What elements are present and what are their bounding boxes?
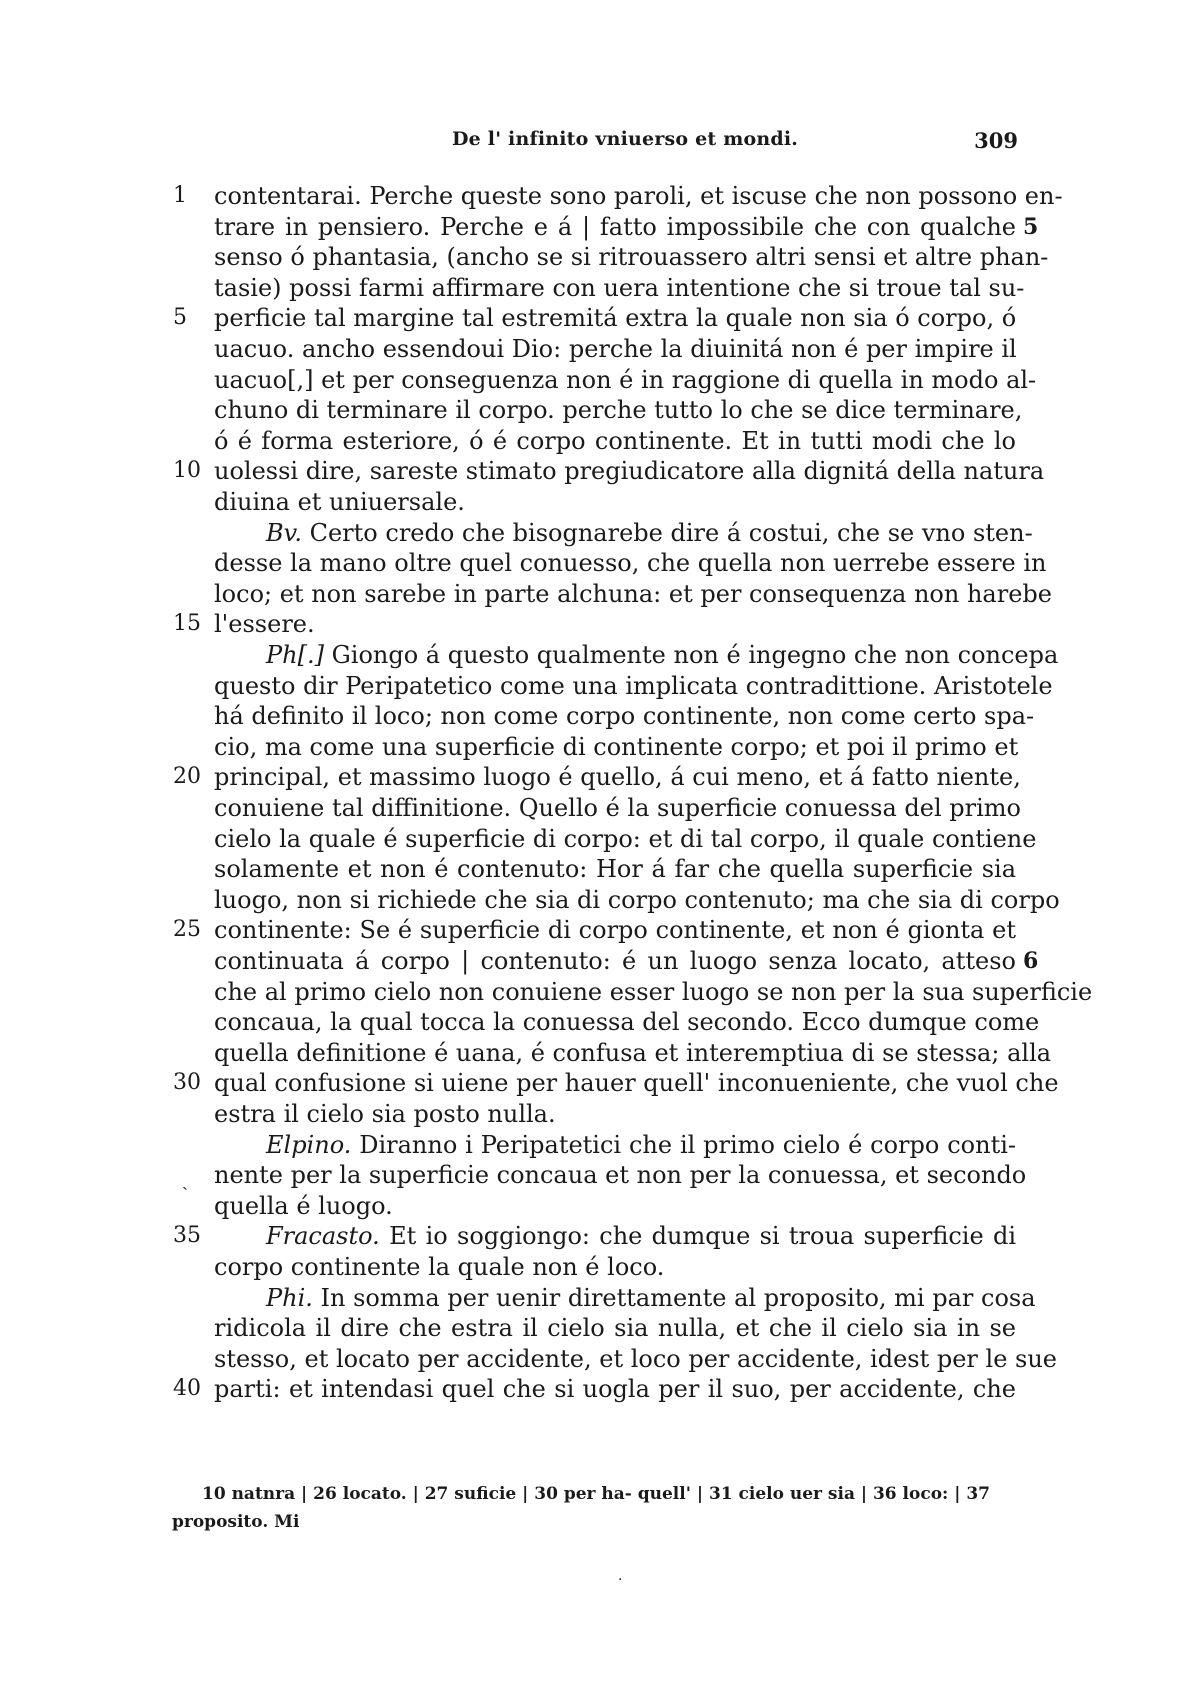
line-number: 5 xyxy=(173,305,187,330)
text-line xyxy=(214,884,1060,916)
text-line xyxy=(214,1251,1016,1283)
line-text: Diranno i Peripatetici che il primo cielo é corpo conti- xyxy=(351,1131,1016,1159)
speaker-name: Bv. xyxy=(266,519,302,547)
line-text: loco; et non sarebe in parte alchuna: et per consequenza non harebe xyxy=(214,580,1052,608)
line-text: há definito il loco; non come corpo continente, non come certo spa- xyxy=(214,702,1035,730)
text-line xyxy=(214,394,1023,426)
line-text: continuata á corpo | contenuto: é un luogo senza locato, atteso xyxy=(214,947,1016,975)
text-line xyxy=(214,486,1016,518)
line-text: l'essere. xyxy=(214,610,315,638)
text-line xyxy=(214,333,1016,365)
line-text: uolessi dire, sareste stimato pregiudicatore alla dignitá della natura xyxy=(214,457,1045,485)
speaker-name: Elpino. xyxy=(266,1131,352,1159)
text-line xyxy=(266,1220,1016,1252)
text-line xyxy=(214,853,1016,885)
text-line xyxy=(214,1159,1027,1191)
text-line xyxy=(214,1190,1016,1222)
line-number: 20 xyxy=(173,764,201,789)
line-number: 35 xyxy=(173,1223,201,1248)
text-line xyxy=(266,1282,1036,1314)
page-number: 309 xyxy=(974,128,1018,153)
line-text: corpo continente la quale non é loco. xyxy=(214,1253,665,1281)
line-number: 30 xyxy=(173,1070,201,1095)
text-line xyxy=(214,578,1052,610)
line-number: 10 xyxy=(173,458,201,483)
line-text: uacuo. ancho essendoui Dio: perche la diuinitá non é per impire il xyxy=(214,335,1017,363)
line-text: Certo credo che bisognarebe dire á costui, che se vno sten- xyxy=(301,519,1033,547)
page-header xyxy=(198,128,1018,158)
text-line xyxy=(214,731,1019,763)
line-text: questo dir Peripatetico come una implicata contradittione. Aristotele xyxy=(214,672,1053,700)
line-text: In somma per uenir direttamente al proposito, mi par cosa xyxy=(312,1284,1036,1312)
text-line xyxy=(214,364,1037,396)
line-text: diuina et uniuersale. xyxy=(214,488,465,516)
text-line xyxy=(214,1067,1059,1099)
margin-tick-mark: ˎ xyxy=(182,1170,188,1191)
text-line xyxy=(214,1098,1016,1130)
line-text: continente: Se é superficie di corpo continente, et non é gionta et xyxy=(214,916,1016,944)
stray-dot-mark: · xyxy=(618,1572,623,1588)
text-line xyxy=(214,1343,1058,1375)
line-text: quella definitione é uana, é confusa et interemptiua di se stessa; alla xyxy=(214,1039,1052,1067)
text-line xyxy=(214,1312,1016,1344)
text-line xyxy=(214,976,1093,1008)
source-page-marker: 5 xyxy=(1023,214,1039,240)
line-number: 40 xyxy=(173,1376,201,1401)
line-text: trare in pensiero. Perche e á | fatto impossibile che con qualche xyxy=(214,213,1016,241)
line-text: Et io soggiongo: che dumque si troua superficie di xyxy=(379,1222,1016,1250)
text-line xyxy=(214,945,1016,977)
line-text: conuiene tal diffinitione. Quello é la superficie conuessa del primo xyxy=(214,794,1021,822)
text-line xyxy=(214,455,1045,487)
line-text: desse la mano oltre quel conuesso, che quella non uerrebe essere in xyxy=(214,549,1047,577)
line-text: principal, et massimo luogo é quello, á cui meno, et á fatto niente, xyxy=(214,763,1021,791)
line-text: cio, ma come una superficie di continente corpo; et poi il primo et xyxy=(214,733,1019,761)
speaker-name: Phi. xyxy=(266,1284,313,1312)
line-text: chuno di terminare il corpo. perche tutto lo che se dice terminare, xyxy=(214,396,1023,424)
text-line xyxy=(214,914,1016,946)
text-line xyxy=(214,761,1021,793)
text-line xyxy=(266,639,1059,671)
text-line xyxy=(214,792,1021,824)
line-text: quella é luogo. xyxy=(214,1192,393,1220)
line-text: che al primo cielo non conuiene esser luogo se non per la sua superficie xyxy=(214,978,1093,1006)
text-line xyxy=(214,1006,1040,1038)
line-text: tasie) possi farmi affirmare con uera intentione che si troue tal su- xyxy=(214,274,1025,302)
text-line xyxy=(266,1129,1016,1161)
line-text: concaua, la qual tocca la conuessa del secondo. Ecco dumque come xyxy=(214,1008,1040,1036)
footnote-line: proposito. Mi xyxy=(172,1512,300,1532)
line-number: 15 xyxy=(173,611,201,636)
text-line xyxy=(214,823,1037,855)
text-line xyxy=(214,670,1053,702)
text-line xyxy=(214,211,1016,243)
line-text: parti: et intendasi quel che si uogla per il suo, per accidente, che xyxy=(214,1375,1016,1403)
line-text: cielo la quale é superficie di corpo: et di tal corpo, il quale contiene xyxy=(214,825,1037,853)
line-text: luogo, non si richiede che sia di corpo contenuto; ma che sia di corpo xyxy=(214,886,1060,914)
line-text: qual confusione si uiene per hauer quell' inconueniente, che vuol che xyxy=(214,1069,1059,1097)
text-line xyxy=(214,272,1025,304)
line-text: stesso, et locato per accidente, et loco per accidente, idest per le sue xyxy=(214,1345,1058,1373)
text-line xyxy=(214,1037,1052,1069)
running-title: De l' infinito vniuerso et mondi. xyxy=(452,128,799,150)
critical-apparatus xyxy=(172,1480,1017,1536)
speaker-name: Fracasto. xyxy=(266,1222,380,1250)
line-number: 25 xyxy=(173,917,201,942)
line-text: Giongo á questo qualmente non é ingegno che non concepa xyxy=(323,641,1059,669)
line-text: estra il cielo sia posto nulla. xyxy=(214,1100,556,1128)
line-text: contentarai. Perche queste sono paroli, et iscuse che non possono en- xyxy=(214,182,1063,210)
line-text: uacuo[,] et per conseguenza non é in raggione di quella in modo al- xyxy=(214,366,1037,394)
line-text: ridicola il dire che estra il cielo sia nulla, et che il cielo sia in se xyxy=(214,1314,1016,1342)
text-line xyxy=(214,700,1035,732)
text-line xyxy=(214,1373,1016,1405)
line-text: senso ó phantasia, (ancho se si ritrouassero altri sensi et altre phan- xyxy=(214,243,1049,271)
text-line xyxy=(214,241,1049,273)
footnote-line: 10 natnra | 26 locato. | 27 suficie | 30 per ha- quell' | 31 cielo uer sia | 36 loco: | 37 xyxy=(202,1484,990,1504)
line-text: nente per la superficie concaua et non per la conuessa, et secondo xyxy=(214,1161,1027,1189)
text-line xyxy=(266,517,1033,549)
source-page-marker: 6 xyxy=(1023,948,1039,974)
text-line xyxy=(214,547,1047,579)
line-text: solamente et non é contenuto: Hor á far che quella superficie sia xyxy=(214,855,1016,883)
text-line xyxy=(214,425,1016,457)
line-number: 1 xyxy=(173,183,187,208)
speaker-name: Ph[.] xyxy=(266,641,324,669)
line-text: ó é forma esteriore, ó é corpo continente. Et in tutti modi che lo xyxy=(214,427,1016,455)
text-line xyxy=(214,608,1016,640)
line-text: perficie tal margine tal estremitá extra la quale non sia ó corpo, ó xyxy=(214,304,1017,332)
text-line xyxy=(214,180,1063,212)
text-line xyxy=(214,302,1016,334)
